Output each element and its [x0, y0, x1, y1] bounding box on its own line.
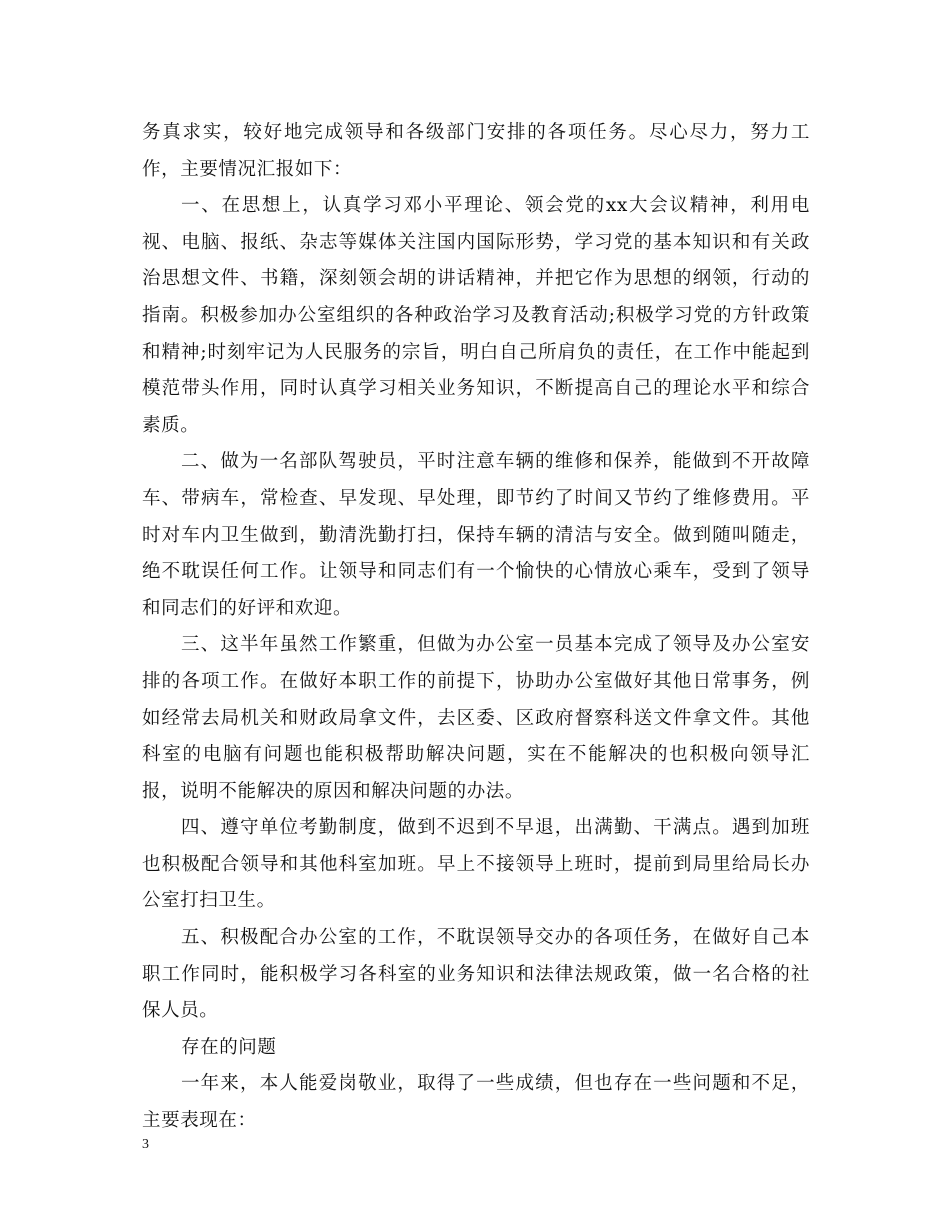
- paragraph-office-work: 三、这半年虽然工作繁重，但做为办公室一员基本完成了领导及办公室安排的各项工作。在做好本职工作的前提下，协助办公室做好其他日常事务，例如经常去局机关和财政局拿文件，去区委、区政府督察科送文件拿文件。其他科室的电脑有问题也能积极帮助解决问题，实在不能解决的也积极向领导汇报，说明不能解决的原因和解决问题的办法。: [142, 634, 810, 802]
- paragraph-cooperation: 五、积极配合办公室的工作，不耽误领导交办的各项任务，在做好自己本职工作同时，能积极学习各科室的业务知识和法律法规政策，做一名合格的社保人员。: [142, 927, 810, 1022]
- intro-paragraph: 务真求实，较好地完成领导和各级部门安排的各项任务。尽心尽力，努力工作，主要情况汇报如下：: [142, 122, 810, 180]
- paragraph-attendance: 四、遵守单位考勤制度，做到不迟到不早退，出满勤、干满点。遇到加班也积极配合领导和其他科室加班。早上不接领导上班时，提前到局里给局长办公室打扫卫生。: [142, 817, 810, 912]
- paragraph-driver-duties: 二、做为一名部队驾驶员，平时注意车辆的维修和保养，能做到不开故障车、带病车，常检查、早发现、早处理，即节约了时间又节约了维修费用。平时对车内卫生做到，勤清洗勤打扫，保持车辆的清洁与安全。做到随叫随走，绝不耽误任何工作。让领导和同志们有一个愉快的心情放心乘车，受到了领导和同志们的好评和欢迎。: [142, 451, 810, 619]
- document-body: [142, 115, 810, 1140]
- paragraph-problems-intro: 一年来，本人能爱岗敬业，取得了一些成绩，但也存在一些问题和不足，主要表现在：: [142, 1073, 810, 1132]
- section-heading-problems: 存在的问题: [181, 1036, 277, 1058]
- paragraph-ideology: 一、在思想上，认真学习邓小平理论、领会党的xx大会议精神，利用电视、电脑、报纸、杂志等媒体关注国内国际形势，学习党的基本知识和有关政治思想文件、书籍，深刻领会胡的讲话精神，并把它作为思想的纲领，行动的指南。积极参加办公室组织的各种政治学习及教育活动;积极学习党的方针政策和精神;时刻牢记为人民服务的宗旨，明白自己所肩负的责任，在工作中能起到模范带头作用，同时认真学习相关业务知识，不断提高自己的理论水平和综合素质。: [142, 195, 810, 436]
- page-number: 3: [142, 1137, 149, 1152]
